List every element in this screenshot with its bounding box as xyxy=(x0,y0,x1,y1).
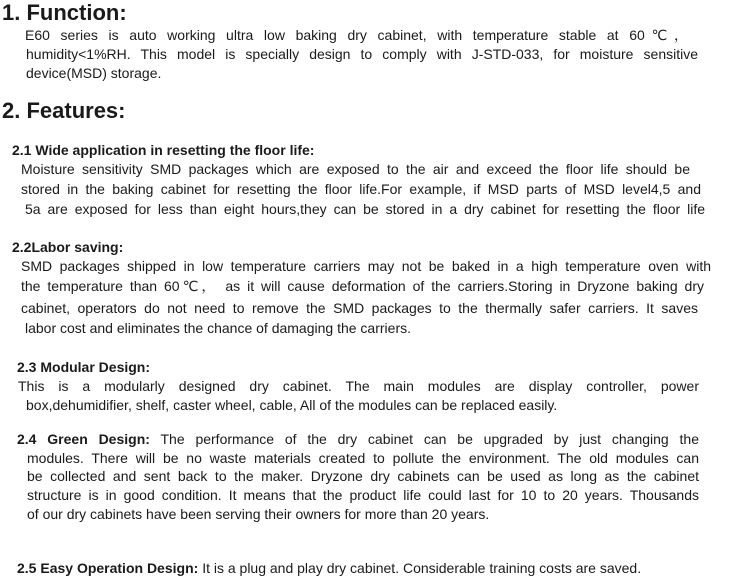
subsection-title-green-design: 2.4 Green Design: xyxy=(17,431,150,447)
modular-design-text-line: This is a modularly designed dry cabinet. The main modules are display controller, power xyxy=(18,378,699,394)
subsection-title-labor-saving: 2.2Labor saving: xyxy=(12,239,124,255)
green-design-first-line xyxy=(17,431,699,448)
subsection-title-easy-operation: 2.5 Easy Operation Design: xyxy=(17,560,199,576)
green-design-text-line: of our dry cabinets have been serving their owners for more than 20 years. xyxy=(27,506,490,522)
function-text-line: device(MSD) storage. xyxy=(26,65,162,81)
labor-saving-text-line: labor cost and eliminates the chance of damaging the carriers. xyxy=(25,320,411,336)
section-heading-function: 1. Function: xyxy=(2,0,127,25)
wide-application-text-line: 5a are exposed for less than eight hours,they can be stored in a dry cabinet for resetting the floor life xyxy=(25,201,705,217)
labor-saving-text-line: cabinet, operators do not need to remove the SMD packages to the thermally safer carriers. It saves xyxy=(21,300,698,316)
easy-operation-text: It is a plug and play dry cabinet. Considerable training costs are saved. xyxy=(202,560,642,576)
green-design-text-line: modules. There will be no waste materials created to pollute the environment. The old modules can xyxy=(27,450,699,466)
green-design-text: The performance of the dry cabinet can be upgraded by just changing the xyxy=(160,431,700,447)
labor-saving-text-line: SMD packages shipped in low temperature carriers may not be baked in a high temperature oven with xyxy=(21,258,711,274)
wide-application-text-line: Moisture sensitivity SMD packages which are exposed to the air and exceed the floor life should be xyxy=(21,161,690,177)
labor-saving-text-line: the temperature than 60℃， as it will cause deformation of the carriers.Storing in Dryzone baking dry xyxy=(21,278,704,294)
modular-design-text-line: box,dehumidifier, shelf, caster wheel, cable, All of the modules can be replaced easily. xyxy=(26,397,558,413)
wide-application-text-line: stored in the baking cabinet for resetting the floor life.For example, if MSD parts of MSD level4,5 and xyxy=(21,181,701,197)
subsection-title-wide-application: 2.1 Wide application in resetting the floor life: xyxy=(12,142,315,158)
easy-operation-line xyxy=(17,560,641,577)
subsection-title-modular-design: 2.3 Modular Design: xyxy=(17,359,151,375)
green-design-text-line: be collected and sent back to the maker. Dryzone dry cabinets can be used as long as the cabinet xyxy=(27,468,699,484)
section-heading-features: 2. Features: xyxy=(2,98,126,123)
green-design-text-line: structure is in good condition. It means that the product life could last for 10 to 20 years. Thousands xyxy=(27,487,699,503)
function-text-line: E60 series is auto working ultra low baking dry cabinet, with temperature stable at 60℃， xyxy=(25,27,688,43)
function-text-line: humidity<1%RH. This model is specially design to comply with J-STD-033, for moisture sensitive xyxy=(26,46,698,62)
